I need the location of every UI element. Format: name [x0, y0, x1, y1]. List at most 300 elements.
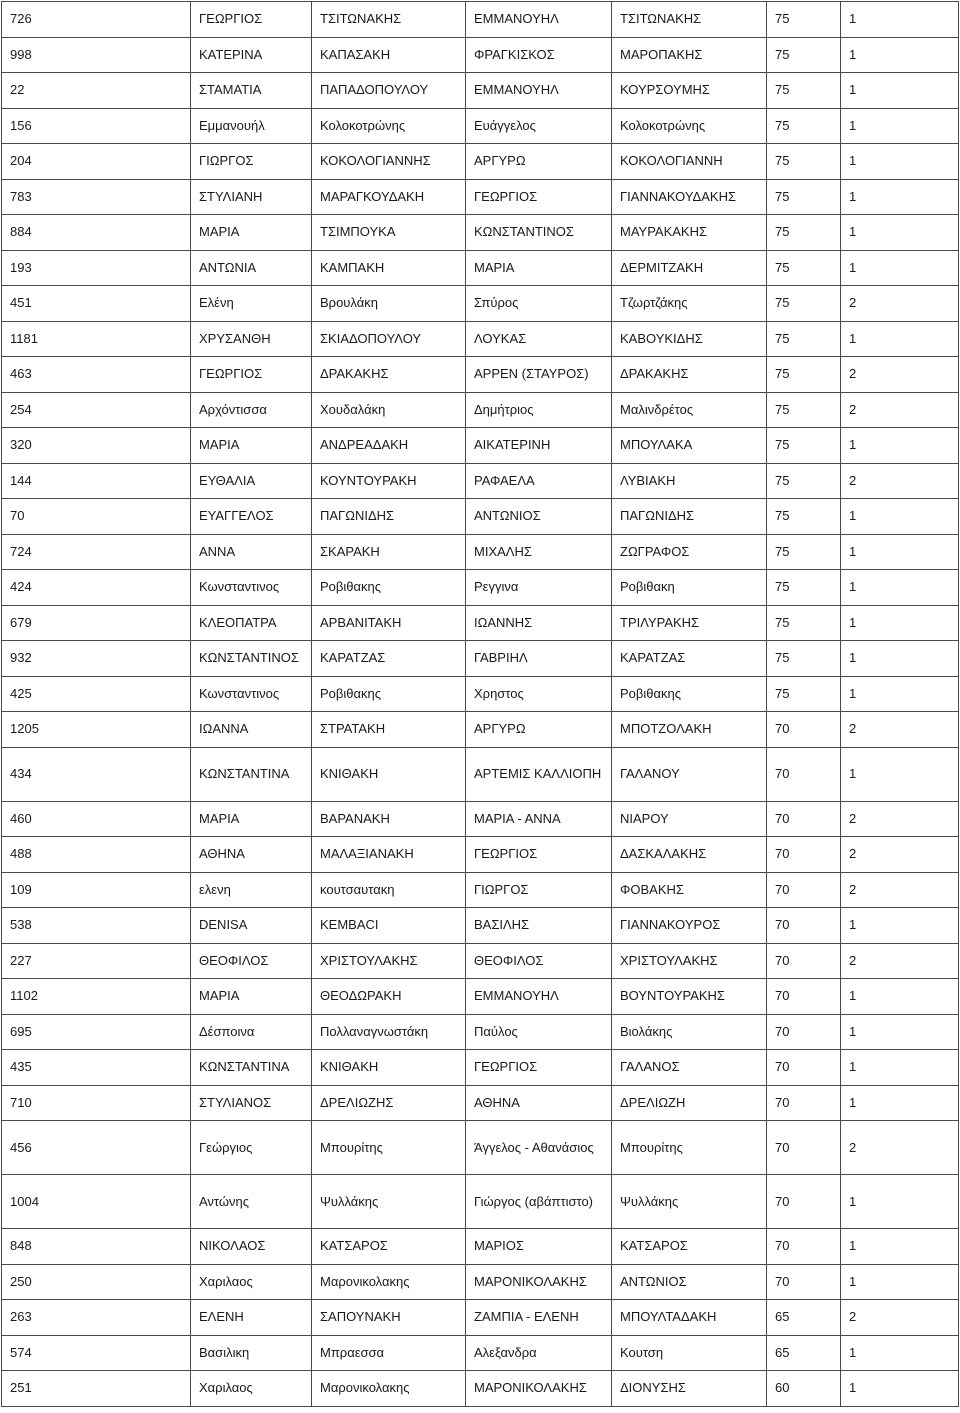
first-name-cell: ελενη — [191, 872, 312, 908]
last-name-cell: ΚΑΜΠΑΚΗ — [312, 250, 466, 286]
code-cell: 2 — [841, 712, 959, 748]
parent-name-cell: ΑΝΤΩΝΙΟΣ — [466, 499, 612, 535]
last-name-cell: Ροβιθακης — [312, 570, 466, 606]
code-cell: 1 — [841, 1014, 959, 1050]
last-name-cell: ΚΑΠΑΣΑΚΗ — [312, 37, 466, 73]
code-cell: 1 — [841, 1335, 959, 1371]
score-cell: 70 — [767, 1050, 841, 1086]
first-name-cell: ΓΕΩΡΓΙΟΣ — [191, 2, 312, 38]
other-name-cell: Βιολάκης — [612, 1014, 767, 1050]
first-name-cell: ΚΛΕΟΠΑΤΡΑ — [191, 605, 312, 641]
first-name-cell: Βασιλικη — [191, 1335, 312, 1371]
last-name-cell: κουτσαυτακη — [312, 872, 466, 908]
score-cell: 70 — [767, 979, 841, 1015]
last-name-cell: ΚΝΙΘΑΚΗ — [312, 1050, 466, 1086]
table-row — [2, 321, 959, 357]
table-row — [2, 215, 959, 251]
last-name-cell: ΤΣΙΜΠΟΥΚΑ — [312, 215, 466, 251]
id-cell: 424 — [2, 570, 191, 606]
other-name-cell: ΛΥΒΙΑΚΗ — [612, 463, 767, 499]
other-name-cell: ΔΡΕΛΙΩΖΗ — [612, 1085, 767, 1121]
other-name-cell: ΚΟΚΟΛΟΓΙΑΝΝΗ — [612, 144, 767, 180]
first-name-cell: ΣΤΥΛΙΑΝΟΣ — [191, 1085, 312, 1121]
id-cell: 724 — [2, 534, 191, 570]
id-cell: 320 — [2, 428, 191, 464]
results-table — [1, 1, 959, 1407]
table-row — [2, 144, 959, 180]
id-cell: 144 — [2, 463, 191, 499]
other-name-cell: ΧΡΙΣΤΟΥΛΑΚΗΣ — [612, 943, 767, 979]
code-cell: 1 — [841, 144, 959, 180]
first-name-cell: DENISA — [191, 908, 312, 944]
table-row — [2, 1050, 959, 1086]
score-cell: 70 — [767, 712, 841, 748]
id-cell: 204 — [2, 144, 191, 180]
other-name-cell: ΔΙΟΝΥΣΗΣ — [612, 1371, 767, 1407]
table-row — [2, 108, 959, 144]
other-name-cell: ΖΩΓΡΑΦΟΣ — [612, 534, 767, 570]
table-row — [2, 499, 959, 535]
score-cell: 70 — [767, 908, 841, 944]
code-cell: 1 — [841, 676, 959, 712]
id-cell: 456 — [2, 1121, 191, 1175]
last-name-cell: ΠΑΓΩΝΙΔΗΣ — [312, 499, 466, 535]
id-cell: 1181 — [2, 321, 191, 357]
id-cell: 263 — [2, 1300, 191, 1336]
other-name-cell: ΔΑΣΚΑΛΑΚΗΣ — [612, 837, 767, 873]
table-row — [2, 428, 959, 464]
code-cell: 2 — [841, 801, 959, 837]
code-cell: 2 — [841, 943, 959, 979]
score-cell: 75 — [767, 73, 841, 109]
id-cell: 254 — [2, 392, 191, 428]
table-row — [2, 837, 959, 873]
last-name-cell: ΚΑΡΑΤΖΑΣ — [312, 641, 466, 677]
parent-name-cell: ΒΑΣΙΛΗΣ — [466, 908, 612, 944]
table-row — [2, 1121, 959, 1175]
code-cell: 1 — [841, 250, 959, 286]
parent-name-cell: ΑΘΗΝΑ — [466, 1085, 612, 1121]
last-name-cell: ΧΡΙΣΤΟΥΛΑΚΗΣ — [312, 943, 466, 979]
last-name-cell: ΚΟΚΟΛΟΓΙΑΝΝΗΣ — [312, 144, 466, 180]
id-cell: 574 — [2, 1335, 191, 1371]
last-name-cell: ΚΟΥΝΤΟΥΡΑΚΗ — [312, 463, 466, 499]
table-row — [2, 605, 959, 641]
score-cell: 75 — [767, 321, 841, 357]
parent-name-cell: ΦΡΑΓΚΙΣΚΟΣ — [466, 37, 612, 73]
id-cell: 1004 — [2, 1175, 191, 1229]
score-cell: 75 — [767, 499, 841, 535]
first-name-cell: ΜΑΡΙΑ — [191, 979, 312, 1015]
other-name-cell: ΜΑΡΟΠΑΚΗΣ — [612, 37, 767, 73]
first-name-cell: Χαριλαος — [191, 1264, 312, 1300]
other-name-cell: ΓΑΛΑΝΟΥ — [612, 747, 767, 801]
first-name-cell: ΕΥΘΑΛΙΑ — [191, 463, 312, 499]
other-name-cell: ΓΙΑΝΝΑΚΟΥΡΟΣ — [612, 908, 767, 944]
first-name-cell: ΝΙΚΟΛΑΟΣ — [191, 1229, 312, 1265]
parent-name-cell: ΕΜΜΑΝΟΥΗΛ — [466, 73, 612, 109]
code-cell: 1 — [841, 979, 959, 1015]
score-cell: 70 — [767, 1014, 841, 1050]
code-cell: 1 — [841, 179, 959, 215]
code-cell: 2 — [841, 392, 959, 428]
table-row — [2, 463, 959, 499]
table-row — [2, 1175, 959, 1229]
score-cell: 70 — [767, 837, 841, 873]
other-name-cell: ΦΟΒΑΚΗΣ — [612, 872, 767, 908]
table-row — [2, 1264, 959, 1300]
id-cell: 451 — [2, 286, 191, 322]
first-name-cell: ΓΕΩΡΓΙΟΣ — [191, 357, 312, 393]
parent-name-cell: ΜΑΡΟΝΙΚΟΛΑΚΗΣ — [466, 1264, 612, 1300]
score-cell: 75 — [767, 179, 841, 215]
parent-name-cell: ΖΑΜΠΙΑ - ΕΛΕΝΗ — [466, 1300, 612, 1336]
table-row — [2, 1371, 959, 1407]
other-name-cell: ΓΑΛΑΝΟΣ — [612, 1050, 767, 1086]
score-cell: 75 — [767, 2, 841, 38]
first-name-cell: Δέσποινα — [191, 1014, 312, 1050]
other-name-cell: ΝΙΑΡΟΥ — [612, 801, 767, 837]
parent-name-cell: ΙΩΑΝΝΗΣ — [466, 605, 612, 641]
other-name-cell: ΑΝΤΩΝΙΟΣ — [612, 1264, 767, 1300]
table-row — [2, 73, 959, 109]
table-row — [2, 676, 959, 712]
table-row — [2, 1300, 959, 1336]
parent-name-cell: ΜΙΧΑΛΗΣ — [466, 534, 612, 570]
score-cell: 70 — [767, 801, 841, 837]
id-cell: 679 — [2, 605, 191, 641]
id-cell: 227 — [2, 943, 191, 979]
parent-name-cell: ΓΑΒΡΙΗΛ — [466, 641, 612, 677]
code-cell: 1 — [841, 428, 959, 464]
last-name-cell: ΣΑΠΟΥΝΑΚΗ — [312, 1300, 466, 1336]
id-cell: 250 — [2, 1264, 191, 1300]
id-cell: 710 — [2, 1085, 191, 1121]
id-cell: 463 — [2, 357, 191, 393]
code-cell: 1 — [841, 321, 959, 357]
parent-name-cell: Ευάγγελος — [466, 108, 612, 144]
other-name-cell: ΠΑΓΩΝΙΔΗΣ — [612, 499, 767, 535]
score-cell: 65 — [767, 1300, 841, 1336]
last-name-cell: ΚΑΤΣΑΡΟΣ — [312, 1229, 466, 1265]
parent-name-cell: ΓΕΩΡΓΙΟΣ — [466, 837, 612, 873]
last-name-cell: Μπραεσσα — [312, 1335, 466, 1371]
last-name-cell: ΔΡΑΚΑΚΗΣ — [312, 357, 466, 393]
other-name-cell: ΜΑΥΡΑΚΑΚΗΣ — [612, 215, 767, 251]
parent-name-cell: ΛΟΥΚΑΣ — [466, 321, 612, 357]
id-cell: 425 — [2, 676, 191, 712]
first-name-cell: ΚΑΤΕΡΙΝΑ — [191, 37, 312, 73]
code-cell: 1 — [841, 1264, 959, 1300]
last-name-cell: ΑΡΒΑΝΙΤΑΚΗ — [312, 605, 466, 641]
parent-name-cell: ΑΙΚΑΤΕΡΙΝΗ — [466, 428, 612, 464]
score-cell: 75 — [767, 250, 841, 286]
first-name-cell: Αρχόντισσα — [191, 392, 312, 428]
code-cell: 2 — [841, 286, 959, 322]
first-name-cell: ΚΩΝΣΤΑΝΤΙΝΑ — [191, 747, 312, 801]
last-name-cell: KEMBACI — [312, 908, 466, 944]
id-cell: 109 — [2, 872, 191, 908]
other-name-cell: ΚΟΥΡΣΟΥΜΗΣ — [612, 73, 767, 109]
first-name-cell: ΜΑΡΙΑ — [191, 801, 312, 837]
table-row — [2, 979, 959, 1015]
code-cell: 2 — [841, 463, 959, 499]
table-row — [2, 801, 959, 837]
score-cell: 70 — [767, 1085, 841, 1121]
first-name-cell: ΘΕΟΦΙΛΟΣ — [191, 943, 312, 979]
id-cell: 251 — [2, 1371, 191, 1407]
score-cell: 75 — [767, 641, 841, 677]
first-name-cell: Ελένη — [191, 286, 312, 322]
id-cell: 783 — [2, 179, 191, 215]
code-cell: 2 — [841, 837, 959, 873]
first-name-cell: ΜΑΡΙΑ — [191, 215, 312, 251]
id-cell: 460 — [2, 801, 191, 837]
table-row — [2, 179, 959, 215]
last-name-cell: ΔΡΕΛΙΩΖΗΣ — [312, 1085, 466, 1121]
id-cell: 1102 — [2, 979, 191, 1015]
code-cell: 1 — [841, 1371, 959, 1407]
parent-name-cell: ΓΕΩΡΓΙΟΣ — [466, 179, 612, 215]
parent-name-cell: ΕΜΜΑΝΟΥΗΛ — [466, 2, 612, 38]
id-cell: 998 — [2, 37, 191, 73]
code-cell: 2 — [841, 1121, 959, 1175]
id-cell: 435 — [2, 1050, 191, 1086]
score-cell: 70 — [767, 747, 841, 801]
first-name-cell: Κωνσταντινος — [191, 676, 312, 712]
score-cell: 60 — [767, 1371, 841, 1407]
parent-name-cell: ΕΜΜΑΝΟΥΗΛ — [466, 979, 612, 1015]
code-cell: 1 — [841, 908, 959, 944]
score-cell: 75 — [767, 570, 841, 606]
parent-name-cell: Αλεξανδρα — [466, 1335, 612, 1371]
id-cell: 884 — [2, 215, 191, 251]
code-cell: 1 — [841, 73, 959, 109]
parent-name-cell: Γιώργος (αβάπτιστο) — [466, 1175, 612, 1229]
id-cell: 695 — [2, 1014, 191, 1050]
first-name-cell: Γεώργιος — [191, 1121, 312, 1175]
last-name-cell: Ψυλλάκης — [312, 1175, 466, 1229]
table-row — [2, 641, 959, 677]
score-cell: 75 — [767, 286, 841, 322]
score-cell: 75 — [767, 144, 841, 180]
last-name-cell: Μπουρίτης — [312, 1121, 466, 1175]
score-cell: 70 — [767, 1121, 841, 1175]
parent-name-cell: Άγγελος - Αθανάσιος — [466, 1121, 612, 1175]
parent-name-cell: Δημήτριος — [466, 392, 612, 428]
first-name-cell: ΑΘΗΝΑ — [191, 837, 312, 873]
score-cell: 70 — [767, 1229, 841, 1265]
parent-name-cell: Παύλος — [466, 1014, 612, 1050]
last-name-cell: ΚΝΙΘΑΚΗ — [312, 747, 466, 801]
id-cell: 848 — [2, 1229, 191, 1265]
other-name-cell: ΜΠΟΥΛΤΑΔΑΚΗ — [612, 1300, 767, 1336]
code-cell: 1 — [841, 1085, 959, 1121]
first-name-cell: ΕΥΑΓΓΕΛΟΣ — [191, 499, 312, 535]
last-name-cell: ΘΕΟΔΩΡΑΚΗ — [312, 979, 466, 1015]
first-name-cell: ΚΩΝΣΤΑΝΤΙΝΑ — [191, 1050, 312, 1086]
other-name-cell: Μαλινδρέτος — [612, 392, 767, 428]
parent-name-cell: ΡΑΦΑΕΛΑ — [466, 463, 612, 499]
parent-name-cell: Σπύρος — [466, 286, 612, 322]
score-cell: 75 — [767, 463, 841, 499]
code-cell: 1 — [841, 108, 959, 144]
score-cell: 75 — [767, 428, 841, 464]
last-name-cell: ΜΑΡΑΓΚΟΥΔΑΚΗ — [312, 179, 466, 215]
code-cell: 1 — [841, 215, 959, 251]
score-cell: 70 — [767, 872, 841, 908]
last-name-cell: ΣΚΑΡΑΚΗ — [312, 534, 466, 570]
first-name-cell: ΜΑΡΙΑ — [191, 428, 312, 464]
id-cell: 193 — [2, 250, 191, 286]
id-cell: 1205 — [2, 712, 191, 748]
table-row — [2, 747, 959, 801]
table-row — [2, 908, 959, 944]
table-row — [2, 872, 959, 908]
table-row — [2, 2, 959, 38]
table-row — [2, 392, 959, 428]
last-name-cell: ΣΤΡΑΤΑΚΗ — [312, 712, 466, 748]
first-name-cell: ΣΤΑΜΑΤΙΑ — [191, 73, 312, 109]
code-cell: 2 — [841, 357, 959, 393]
last-name-cell: ΑΝΔΡΕΑΔΑΚΗ — [312, 428, 466, 464]
parent-name-cell: ΓΕΩΡΓΙΟΣ — [466, 1050, 612, 1086]
last-name-cell: ΜΑΛΑΞΙΑΝΑΚΗ — [312, 837, 466, 873]
first-name-cell: ΚΩΝΣΤΑΝΤΙΝΟΣ — [191, 641, 312, 677]
other-name-cell: ΚΑΡΑΤΖΑΣ — [612, 641, 767, 677]
last-name-cell: ΣΚΙΑΔΟΠΟΥΛΟΥ — [312, 321, 466, 357]
code-cell: 1 — [841, 747, 959, 801]
code-cell: 1 — [841, 534, 959, 570]
parent-name-cell: ΜΑΡΙΑ - ΑΝΝΑ — [466, 801, 612, 837]
other-name-cell: Κουτση — [612, 1335, 767, 1371]
other-name-cell: ΜΠΟΥΛΑΚΑ — [612, 428, 767, 464]
other-name-cell: ΚΑΤΣΑΡΟΣ — [612, 1229, 767, 1265]
other-name-cell: Ροβιθακης — [612, 676, 767, 712]
other-name-cell: ΔΕΡΜΙΤΖΑΚΗ — [612, 250, 767, 286]
id-cell: 22 — [2, 73, 191, 109]
first-name-cell: ΙΩΑΝΝΑ — [191, 712, 312, 748]
parent-name-cell: ΜΑΡΙΟΣ — [466, 1229, 612, 1265]
last-name-cell: ΒΑΡΑΝΑΚΗ — [312, 801, 466, 837]
code-cell: 1 — [841, 1229, 959, 1265]
last-name-cell: Μαρονικολακης — [312, 1371, 466, 1407]
table-row — [2, 1229, 959, 1265]
last-name-cell: ΤΣΙΤΩΝΑΚΗΣ — [312, 2, 466, 38]
table-row — [2, 286, 959, 322]
parent-name-cell: ΑΡΤΕΜΙΣ ΚΑΛΛΙΟΠΗ — [466, 747, 612, 801]
other-name-cell: Ροβιθακη — [612, 570, 767, 606]
parent-name-cell: Χρηστος — [466, 676, 612, 712]
table-row — [2, 37, 959, 73]
first-name-cell: Αντώνης — [191, 1175, 312, 1229]
first-name-cell: Χαριλαος — [191, 1371, 312, 1407]
last-name-cell: ΠΑΠΑΔΟΠΟΥΛΟΥ — [312, 73, 466, 109]
table-row — [2, 712, 959, 748]
code-cell: 1 — [841, 499, 959, 535]
score-cell: 65 — [767, 1335, 841, 1371]
table-row — [2, 1335, 959, 1371]
score-cell: 75 — [767, 605, 841, 641]
table-body — [2, 2, 959, 1407]
code-cell: 2 — [841, 872, 959, 908]
last-name-cell: Μαρονικολακης — [312, 1264, 466, 1300]
score-cell: 75 — [767, 676, 841, 712]
code-cell: 1 — [841, 37, 959, 73]
id-cell: 932 — [2, 641, 191, 677]
score-cell: 75 — [767, 534, 841, 570]
table-row — [2, 570, 959, 606]
last-name-cell: Βρουλάκη — [312, 286, 466, 322]
id-cell: 726 — [2, 2, 191, 38]
code-cell: 2 — [841, 1300, 959, 1336]
score-cell: 75 — [767, 37, 841, 73]
first-name-cell: Εμμανουήλ — [191, 108, 312, 144]
code-cell: 1 — [841, 605, 959, 641]
first-name-cell: Κωνσταντινος — [191, 570, 312, 606]
id-cell: 156 — [2, 108, 191, 144]
other-name-cell: ΚΑΒΟΥΚΙΔΗΣ — [612, 321, 767, 357]
other-name-cell: Τζωρτζάκης — [612, 286, 767, 322]
parent-name-cell: Ρεγγινα — [466, 570, 612, 606]
parent-name-cell: ΜΑΡΟΝΙΚΟΛΑΚΗΣ — [466, 1371, 612, 1407]
other-name-cell: ΒΟΥΝΤΟΥΡΑΚΗΣ — [612, 979, 767, 1015]
table-row — [2, 534, 959, 570]
parent-name-cell: ΑΡΓΥΡΩ — [466, 144, 612, 180]
other-name-cell: Μπουρίτης — [612, 1121, 767, 1175]
score-cell: 70 — [767, 1175, 841, 1229]
last-name-cell: Πολλαναγνωστάκη — [312, 1014, 466, 1050]
first-name-cell: ΓΙΩΡΓΟΣ — [191, 144, 312, 180]
code-cell: 1 — [841, 1175, 959, 1229]
score-cell: 75 — [767, 392, 841, 428]
first-name-cell: ΑΝΤΩΝΙΑ — [191, 250, 312, 286]
other-name-cell: ΓΙΑΝΝΑΚΟΥΔΑΚΗΣ — [612, 179, 767, 215]
table-row — [2, 1014, 959, 1050]
other-name-cell: Κολοκοτρώνης — [612, 108, 767, 144]
id-cell: 538 — [2, 908, 191, 944]
code-cell: 1 — [841, 641, 959, 677]
last-name-cell: Ροβιθακης — [312, 676, 466, 712]
first-name-cell: ΕΛΕΝΗ — [191, 1300, 312, 1336]
first-name-cell: ΣΤΥΛΙΑΝΗ — [191, 179, 312, 215]
score-cell: 75 — [767, 215, 841, 251]
parent-name-cell: ΓΙΩΡΓΟΣ — [466, 872, 612, 908]
other-name-cell: ΤΡΙΛΥΡΑΚΗΣ — [612, 605, 767, 641]
score-cell: 75 — [767, 108, 841, 144]
other-name-cell: ΤΣΙΤΩΝΑΚΗΣ — [612, 2, 767, 38]
id-cell: 488 — [2, 837, 191, 873]
parent-name-cell: ΚΩΝΣΤΑΝΤΙΝΟΣ — [466, 215, 612, 251]
other-name-cell: ΜΠΟΤΖΟΛΑΚΗ — [612, 712, 767, 748]
other-name-cell: Ψυλλάκης — [612, 1175, 767, 1229]
first-name-cell: ΧΡΥΣΑΝΘΗ — [191, 321, 312, 357]
code-cell: 1 — [841, 1050, 959, 1086]
id-cell: 434 — [2, 747, 191, 801]
last-name-cell: Κολοκοτρώνης — [312, 108, 466, 144]
code-cell: 1 — [841, 2, 959, 38]
parent-name-cell: ΑΡΡΕΝ (ΣΤΑΥΡΟΣ) — [466, 357, 612, 393]
other-name-cell: ΔΡΑΚΑΚΗΣ — [612, 357, 767, 393]
score-cell: 70 — [767, 1264, 841, 1300]
score-cell: 75 — [767, 357, 841, 393]
table-row — [2, 250, 959, 286]
last-name-cell: Χουδαλάκη — [312, 392, 466, 428]
table-row — [2, 357, 959, 393]
id-cell: 70 — [2, 499, 191, 535]
parent-name-cell: ΑΡΓΥΡΩ — [466, 712, 612, 748]
first-name-cell: ΑΝΝΑ — [191, 534, 312, 570]
